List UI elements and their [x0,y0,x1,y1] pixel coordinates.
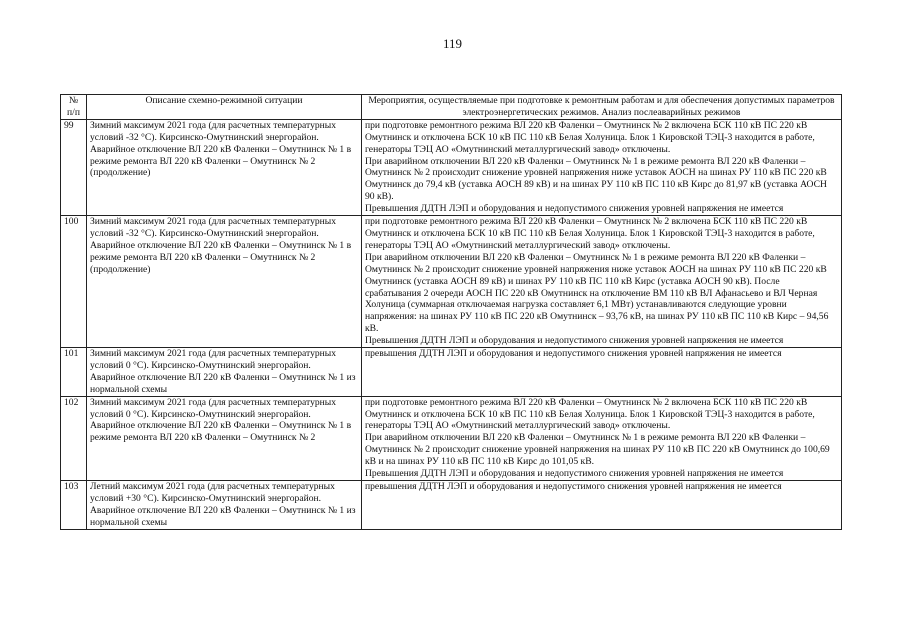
measure-paragraph: при подготовке ремонтного режима ВЛ 220 кВ Фаленки – Омутнинск № 2 включена БСК 110 кВ ПС 220 кВ Омутнинск и отключена БСК 10 кВ ПС 110 кВ Белая Холуница. Блок 1 Кировской ТЭЦ-3 находится в работе, генераторы ТЭЦ АО «Омутнинский металлургический завод» отключены. [365,216,815,251]
page-number: 119 [442,36,463,51]
measure-paragraph: превышения ДДТН ЛЭП и оборудования и недопустимого снижения уровней напряжения не имеется [365,348,782,360]
table-row [61,119,842,215]
row-number: 102 [61,396,87,480]
measure-paragraph: Превышения ДДТН ЛЭП и оборудования и недопустимого снижения уровней напряжения не имеется [365,203,784,215]
table-row [61,348,842,397]
measures-cell [362,396,842,480]
measure-paragraph: При аварийном отключении ВЛ 220 кВ Фаленки – Омутнинск № 1 в режиме ремонта ВЛ 220 кВ Фаленки – Омутнинск № 2 происходит снижение уровней напряжения ниже уставок АОСН на шинах РУ 110 кВ ПС 220 кВ Омутнинск (уставка АОСН 89 кВ) и шинах РУ 110 кВ ПС 110 кВ Кирс (уставка АОСН 90 кВ). После срабатывания 2 очереди АОСН ПС 220 кВ Омутнинск на отключение ВМ 110 кВ ВЛ Афанасьево и ВЛ Черная Холуница (суммарная отключаемая нагрузка составляет 6,1 МВт) устанавливаются следующие уровни напряжения: на шинах РУ 110 кВ ПС 220 кВ Омутнинск – 93,76 кВ, на шинах РУ 110 кВ ПС 110 кВ Кирс – 94,56 кВ. [365,251,829,335]
measures-cell [362,119,842,215]
table-header-row [61,95,842,120]
table-row [61,216,842,348]
measure-paragraph: При аварийном отключении ВЛ 220 кВ Фаленки – Омутнинск № 1 в режиме ремонта ВЛ 220 кВ Фаленки – Омутнинск № 2 происходит снижение уровней напряжения на шинах РУ 110 кВ ПС 220 кВ Омутнинск до 100,69 кВ и на шинах РУ 110 кВ ПС 110 кВ Кирс до 101,05 кВ. [365,432,830,468]
table-row [61,396,842,480]
measure-paragraph: при подготовке ремонтного режима ВЛ 220 кВ Фаленки – Омутнинск № 2 включена БСК 110 кВ ПС 220 кВ Омутнинск и отключена БСК 10 кВ ПС 110 кВ Белая Холуница. Блок 1 Кировской ТЭЦ-3 находится в работе, генераторы ТЭЦ АО «Омутнинский металлургический завод» отключены. [365,119,815,155]
situation-description: Летний максимум 2021 года (для расчетных температурных условий +30 °С). Кирсинско-Омутнинский энергорайон. Аварийное отключение ВЛ 220 кВ Фаленки – Омутнинск № 1 из нормальной схемы [87,481,362,530]
situation-description: Зимний максимум 2021 года (для расчетных температурных условий 0 °С). Кирсинско-Омутнинский энергорайон. Аварийное отключение ВЛ 220 кВ Фаленки – Омутнинск № 1 из нормальной схемы [87,348,362,397]
measures-cell [362,481,842,530]
measure-paragraph: Превышения ДДТН ЛЭП и оборудования и недопустимого снижения уровней напряжения не имеется [365,335,784,347]
table-row [61,481,842,530]
header-num: № п/п [61,95,87,120]
situation-description: Зимний максимум 2021 года (для расчетных температурных условий 0 °С). Кирсинско-Омутнинский энергорайон. Аварийное отключение ВЛ 220 кВ Фаленки – Омутнинск № 1 в режиме ремонта ВЛ 220 кВ Фаленки – Омутнинск № 2 [87,396,362,480]
row-number: 101 [61,348,87,397]
header-measures: Мероприятия, осуществляемые при подготовке к ремонтным работам и для обеспечения допустимых параметров электроэнергетических режимов. Анализ послеаварийных режимов [362,95,842,120]
header-description: Описание схемно-режимной ситуации [87,95,362,120]
situation-description: Зимний максимум 2021 года (для расчетных температурных условий -32 °С). Кирсинско-Омутнинский энергорайон. Аварийное отключение ВЛ 220 кВ Фаленки – Омутнинск № 1 в режиме ремонта ВЛ 220 кВ Фаленки – Омутнинск № 2 (продолжение) [87,119,362,215]
table-body [61,119,842,529]
measure-paragraph: Превышения ДДТН ЛЭП и оборудования и недопустимого снижения уровней напряжения не имеется [365,468,784,480]
row-number: 99 [61,119,87,215]
measure-paragraph: превышения ДДТН ЛЭП и оборудования и недопустимого снижения уровней напряжения не имеется [365,481,782,492]
regime-table [60,94,842,530]
measures-cell [362,348,842,397]
row-number: 103 [61,481,87,530]
measure-paragraph: при подготовке ремонтного режима ВЛ 220 кВ Фаленки – Омутнинск № 2 включена БСК 110 кВ ПС 220 кВ Омутнинск и отключена БСК 10 кВ ПС 110 кВ Белая Холуница. Блок 1 Кировской ТЭЦ-3 находится в работе, генераторы ТЭЦ АО «Омутнинский металлургический завод» отключены. [365,396,815,432]
row-number: 100 [61,216,87,348]
situation-description: Зимний максимум 2021 года (для расчетных температурных условий -32 °С). Кирсинско-Омутнинский энергорайон. Аварийное отключение ВЛ 220 кВ Фаленки – Омутнинск № 1 в режиме ремонта ВЛ 220 кВ Фаленки – Омутнинск № 2 (продолжение) [87,216,362,348]
measure-paragraph: При аварийном отключении ВЛ 220 кВ Фаленки – Омутнинск № 1 в режиме ремонта ВЛ 220 кВ Фаленки – Омутнинск № 2 происходит снижение уровней напряжения ниже уставок АОСН на шинах РУ 110 кВ ПС 220 кВ Омутнинск до 79,4 кВ (уставка АОСН 89 кВ) и на шинах РУ 110 кВ ПС 110 кВ Кирс до 81,97 кВ (уставка АОСН 90 кВ). [365,155,827,203]
measures-cell [362,216,842,348]
